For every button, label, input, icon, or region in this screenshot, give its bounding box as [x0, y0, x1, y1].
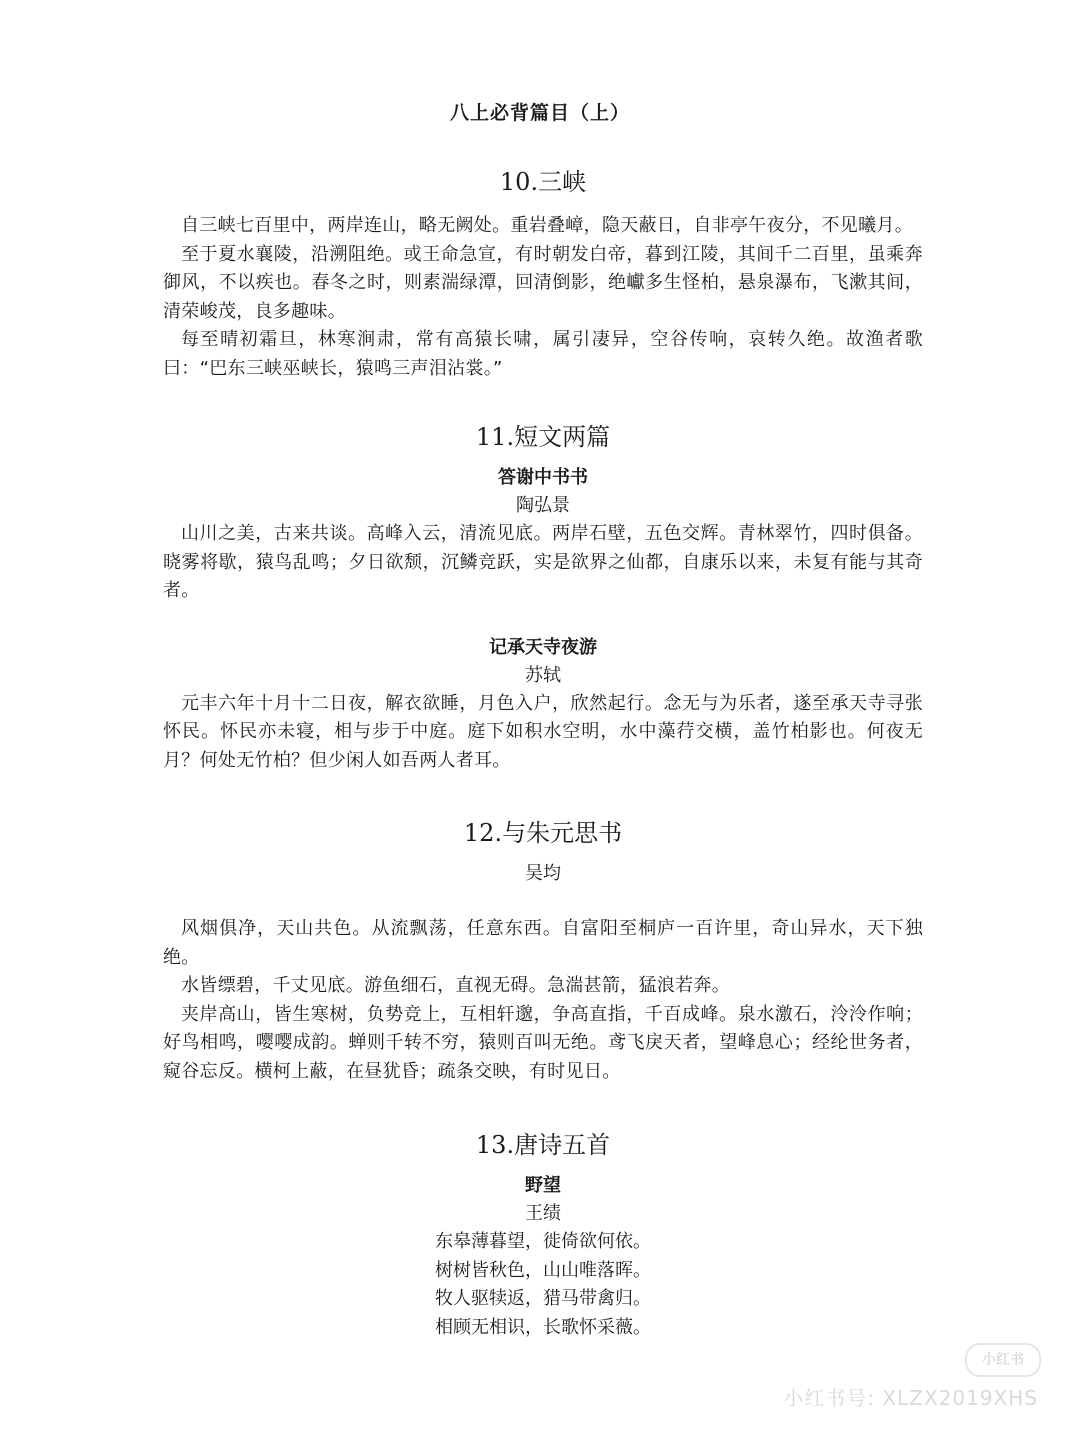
- watermark-id: 小红书号: XLZX2019XHS: [783, 1386, 1038, 1410]
- poem-title: 野望: [525, 1175, 561, 1196]
- paragraph: 元丰六年十月十二日夜，解衣欲睡，月色入户，欣然起行。念无与为乐者，遂至承天寺寻张怀民。怀民亦未寝，相与步于中庭。庭下如积水空明，水中藻荇交横，盖竹柏影也。何夜无月？何处无竹柏？但少闲人如吾两人者耳。: [163, 692, 923, 771]
- section-sanxia: [163, 167, 923, 383]
- poem-line: 树树皆秋色，山山唯落晖。: [435, 1259, 651, 1281]
- watermark-logo: 小红书: [965, 1343, 1041, 1377]
- poem-line: 东皋薄暮望，徙倚欲何依。: [435, 1231, 651, 1252]
- piece-author: 陶弘景: [516, 495, 570, 516]
- paragraph: 夹岸高山，皆生寒树，负势竞上，互相轩邈，争高直指，千百成峰。泉水激石，泠泠作响；好鸟相鸣，嘤嘤成韵。蝉则千转不穷，猿则百叫无绝。鸢飞戾天者，望峰息心；经纶世务者，窥谷忘反。横柯上蔽，在昼犹昏；疏条交映，有时见日。: [163, 1003, 923, 1082]
- section-heading: 10.三峡: [499, 168, 587, 196]
- paragraph: 风烟俱净，天山共色。从流飘荡，任意东西。自富阳至桐庐一百许里，奇山异水，天下独绝。: [163, 918, 923, 968]
- section-yu-zhuyuansi-shu: [163, 818, 923, 1086]
- piece-author: 苏轼: [525, 664, 561, 686]
- piece-author: 吴均: [525, 863, 561, 884]
- paragraph: 山川之美，古来共谈。高峰入云，清流见底。两岸石壁，五色交辉。青林翠竹，四时俱备。晓雾将歇，猿鸟乱鸣；夕日欲颓，沉鳞竞跃，实是欲界之仙都，自康乐以来，未复有能与其奇者。: [163, 523, 923, 601]
- poem-author: 王绩: [525, 1203, 561, 1224]
- paragraph: 水皆缥碧，千丈见底。游鱼细石，直视无碍。急湍甚箭，猛浪若奔。: [181, 975, 730, 996]
- paragraph: 自三峡七百里中，两岸连山，略无阙处。重岩叠嶂，隐天蔽日，自非亭午夜分，不见曦月。: [181, 215, 913, 236]
- paragraph: 每至晴初霜旦，林寒涧肃，常有高猿长啸，属引凄异，空谷传响，哀转久绝。故渔者歌曰：“巴东三峡巫峡长，猿鸣三声泪沾裳。”: [163, 329, 923, 379]
- poem-line: 相顾无相识，长歌怀采薇。: [435, 1316, 651, 1338]
- poem-line: 牧人驱犊返，猎马带禽归。: [435, 1288, 651, 1309]
- piece-title: 答谢中书书: [498, 467, 588, 488]
- section-heading: 11.短文两篇: [475, 423, 611, 451]
- section-duanwen-liangpian: [163, 422, 923, 775]
- document-title: 八上必背篇目（上）: [449, 102, 630, 124]
- paragraph: 至于夏水襄陵，沿溯阻绝。或王命急宣，有时朝发白帝，暮到江陵，其间千二百里，虽乘奔御风，不以疾也。春冬之时，则素湍绿潭，回清倒影，绝巘多生怪柏，悬泉瀑布，飞漱其间，清荣峻茂，良多趣味。: [163, 243, 923, 322]
- section-heading: 13.唐诗五首: [475, 1131, 611, 1159]
- section-heading: 12.与朱元思书: [463, 819, 623, 847]
- piece-title: 记承天寺夜游: [489, 636, 597, 658]
- section-tangshi-wushou: [163, 1130, 923, 1342]
